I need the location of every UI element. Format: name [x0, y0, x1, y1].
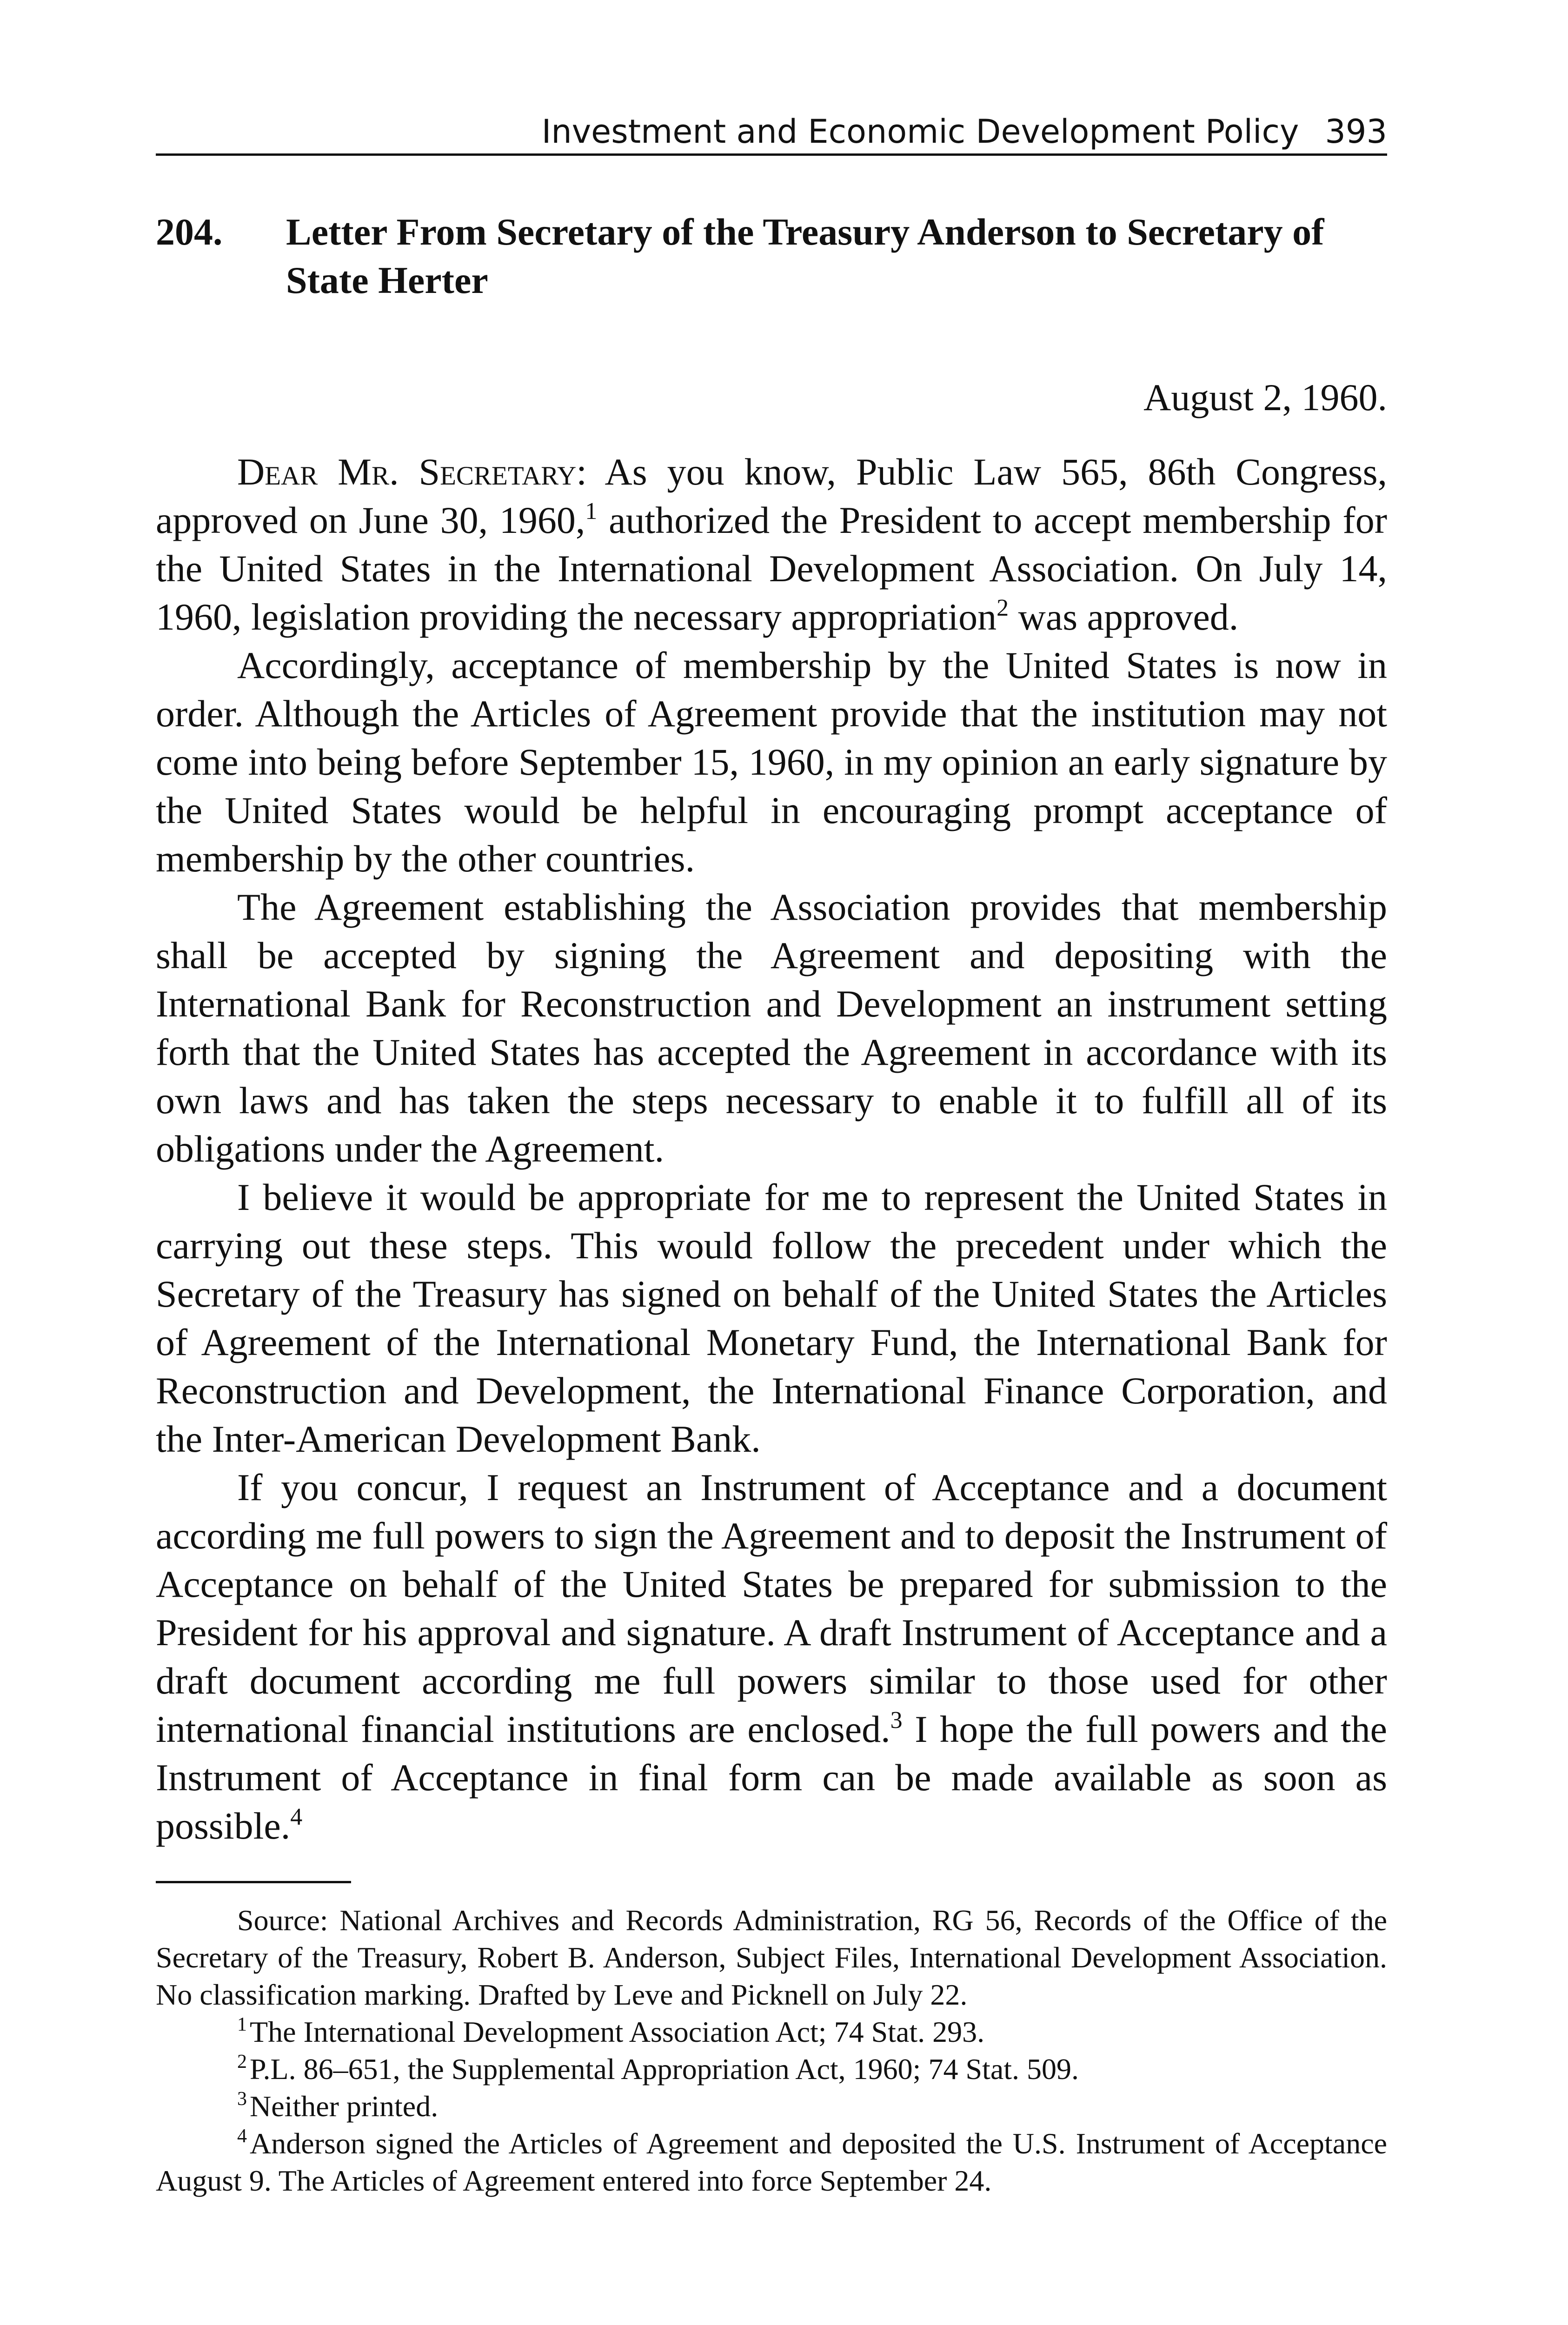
body-paragraph-5: [156, 1463, 1387, 1850]
footnote-divider: [156, 1881, 351, 1883]
body-paragraph-2: Accordingly, acceptance of membership by the United States is now in order. Although the Articles of Agreement provide that the institution may not come into being before September 15, 1960, in my opinion an early signature by the United States would be helpful in encouraging prompt acceptance of membership by the other countries.: [156, 644, 1387, 880]
body-paragraph-1-text-c: was approved.: [1009, 596, 1239, 638]
body-paragraph-5-text-a: If you concur, I request an Instrument of Acceptance and a document according me full powers to sign the Agreement and to deposit the Instrument of Acceptance on behalf of the United States be prepared for submission to the President for his approval and signature. A draft Instrument of Acceptance and a draft document according me full powers similar to those used for other international financial institutions are enclosed.: [156, 1466, 1387, 1750]
footnotes: [156, 1902, 1387, 2199]
footnote-ref-4: 4: [290, 1804, 303, 1830]
footnote-3: [156, 2088, 1387, 2125]
footnote-ref-2: 2: [997, 595, 1009, 621]
footnote-marker: 2: [237, 2051, 247, 2073]
body-paragraph-1-text-a: As you know, Public Law 565, 86th Congress, approved on June 30, 1960,: [156, 451, 1387, 541]
document-heading: [156, 208, 1387, 305]
footnote-ref-1: 1: [585, 498, 598, 525]
body-paragraph-3: The Agreement establishing the Association provides that membership shall be accepted by signing the Agreement and depositing with the International Bank for Reconstruction and Development an instrument setting forth that the United States has accepted the Agreement in accordance with its own laws and has taken the steps necessary to enable it to fulfill all of its obligations under the Agreement.: [156, 886, 1387, 1170]
body-paragraph-4: I believe it would be appropriate for me to represent the United States in carrying out these steps. This would follow the precedent under which the Secretary of the Treasury has signed on behalf of the United States the Articles of Agreement of the International Monetary Fund, the International Bank for Reconstruction and Development, the International Finance Corporation, and the Inter-American Development Bank.: [156, 1176, 1387, 1460]
running-header: [156, 112, 1387, 156]
footnote-marker: 3: [237, 2088, 247, 2110]
letter-body: [156, 448, 1387, 1850]
document-number: 204.: [156, 211, 223, 253]
body-paragraph-5-text-b: I hope the full powers and the Instrument of Acceptance in final form can be made available as soon as possible.: [156, 1708, 1387, 1847]
footnote-ref-3: 3: [890, 1707, 903, 1734]
footnote-4: [156, 2125, 1387, 2199]
body-paragraph-1: [156, 448, 1387, 641]
footnote-text: Neither printed.: [250, 2090, 439, 2123]
footnote-marker: 4: [237, 2126, 247, 2147]
document-page: [156, 112, 1387, 2199]
source-note: Source: National Archives and Records Administration, RG 56, Records of the Office of the Secretary of the Treasury, Robert B. Anderson, Subject Files, International Development Association. No classification marking. Drafted by Leve and Picknell on July 22.: [156, 1904, 1387, 2011]
footnote-marker: 1: [237, 2014, 247, 2035]
running-header-title: Investment and Economic Development Policy: [541, 113, 1299, 151]
footnote-text: The International Development Association Act; 74 Stat. 293.: [250, 2015, 985, 2048]
footnote-text: Anderson signed the Articles of Agreement and deposited the U.S. Instrument of Acceptance August 9. The Articles of Agreement entered into force September 24.: [156, 2127, 1387, 2197]
document-title: Letter From Secretary of the Treasury Anderson to Secretary of State Herter: [286, 211, 1324, 301]
salutation: Dear Mr. Secretary:: [237, 451, 587, 493]
letter-date: August 2, 1960.: [1143, 376, 1387, 418]
page-number: 393: [1325, 113, 1387, 151]
footnote-1: [156, 2013, 1387, 2051]
footnote-2: [156, 2051, 1387, 2088]
footnote-text: P.L. 86–651, the Supplemental Appropriation Act, 1960; 74 Stat. 509.: [250, 2053, 1079, 2086]
body-paragraph-1-text-b: authorized the President to accept membership for the United States in the International Development Association. On July 14, 1960, legislation providing the necessary appropriation: [156, 499, 1388, 638]
